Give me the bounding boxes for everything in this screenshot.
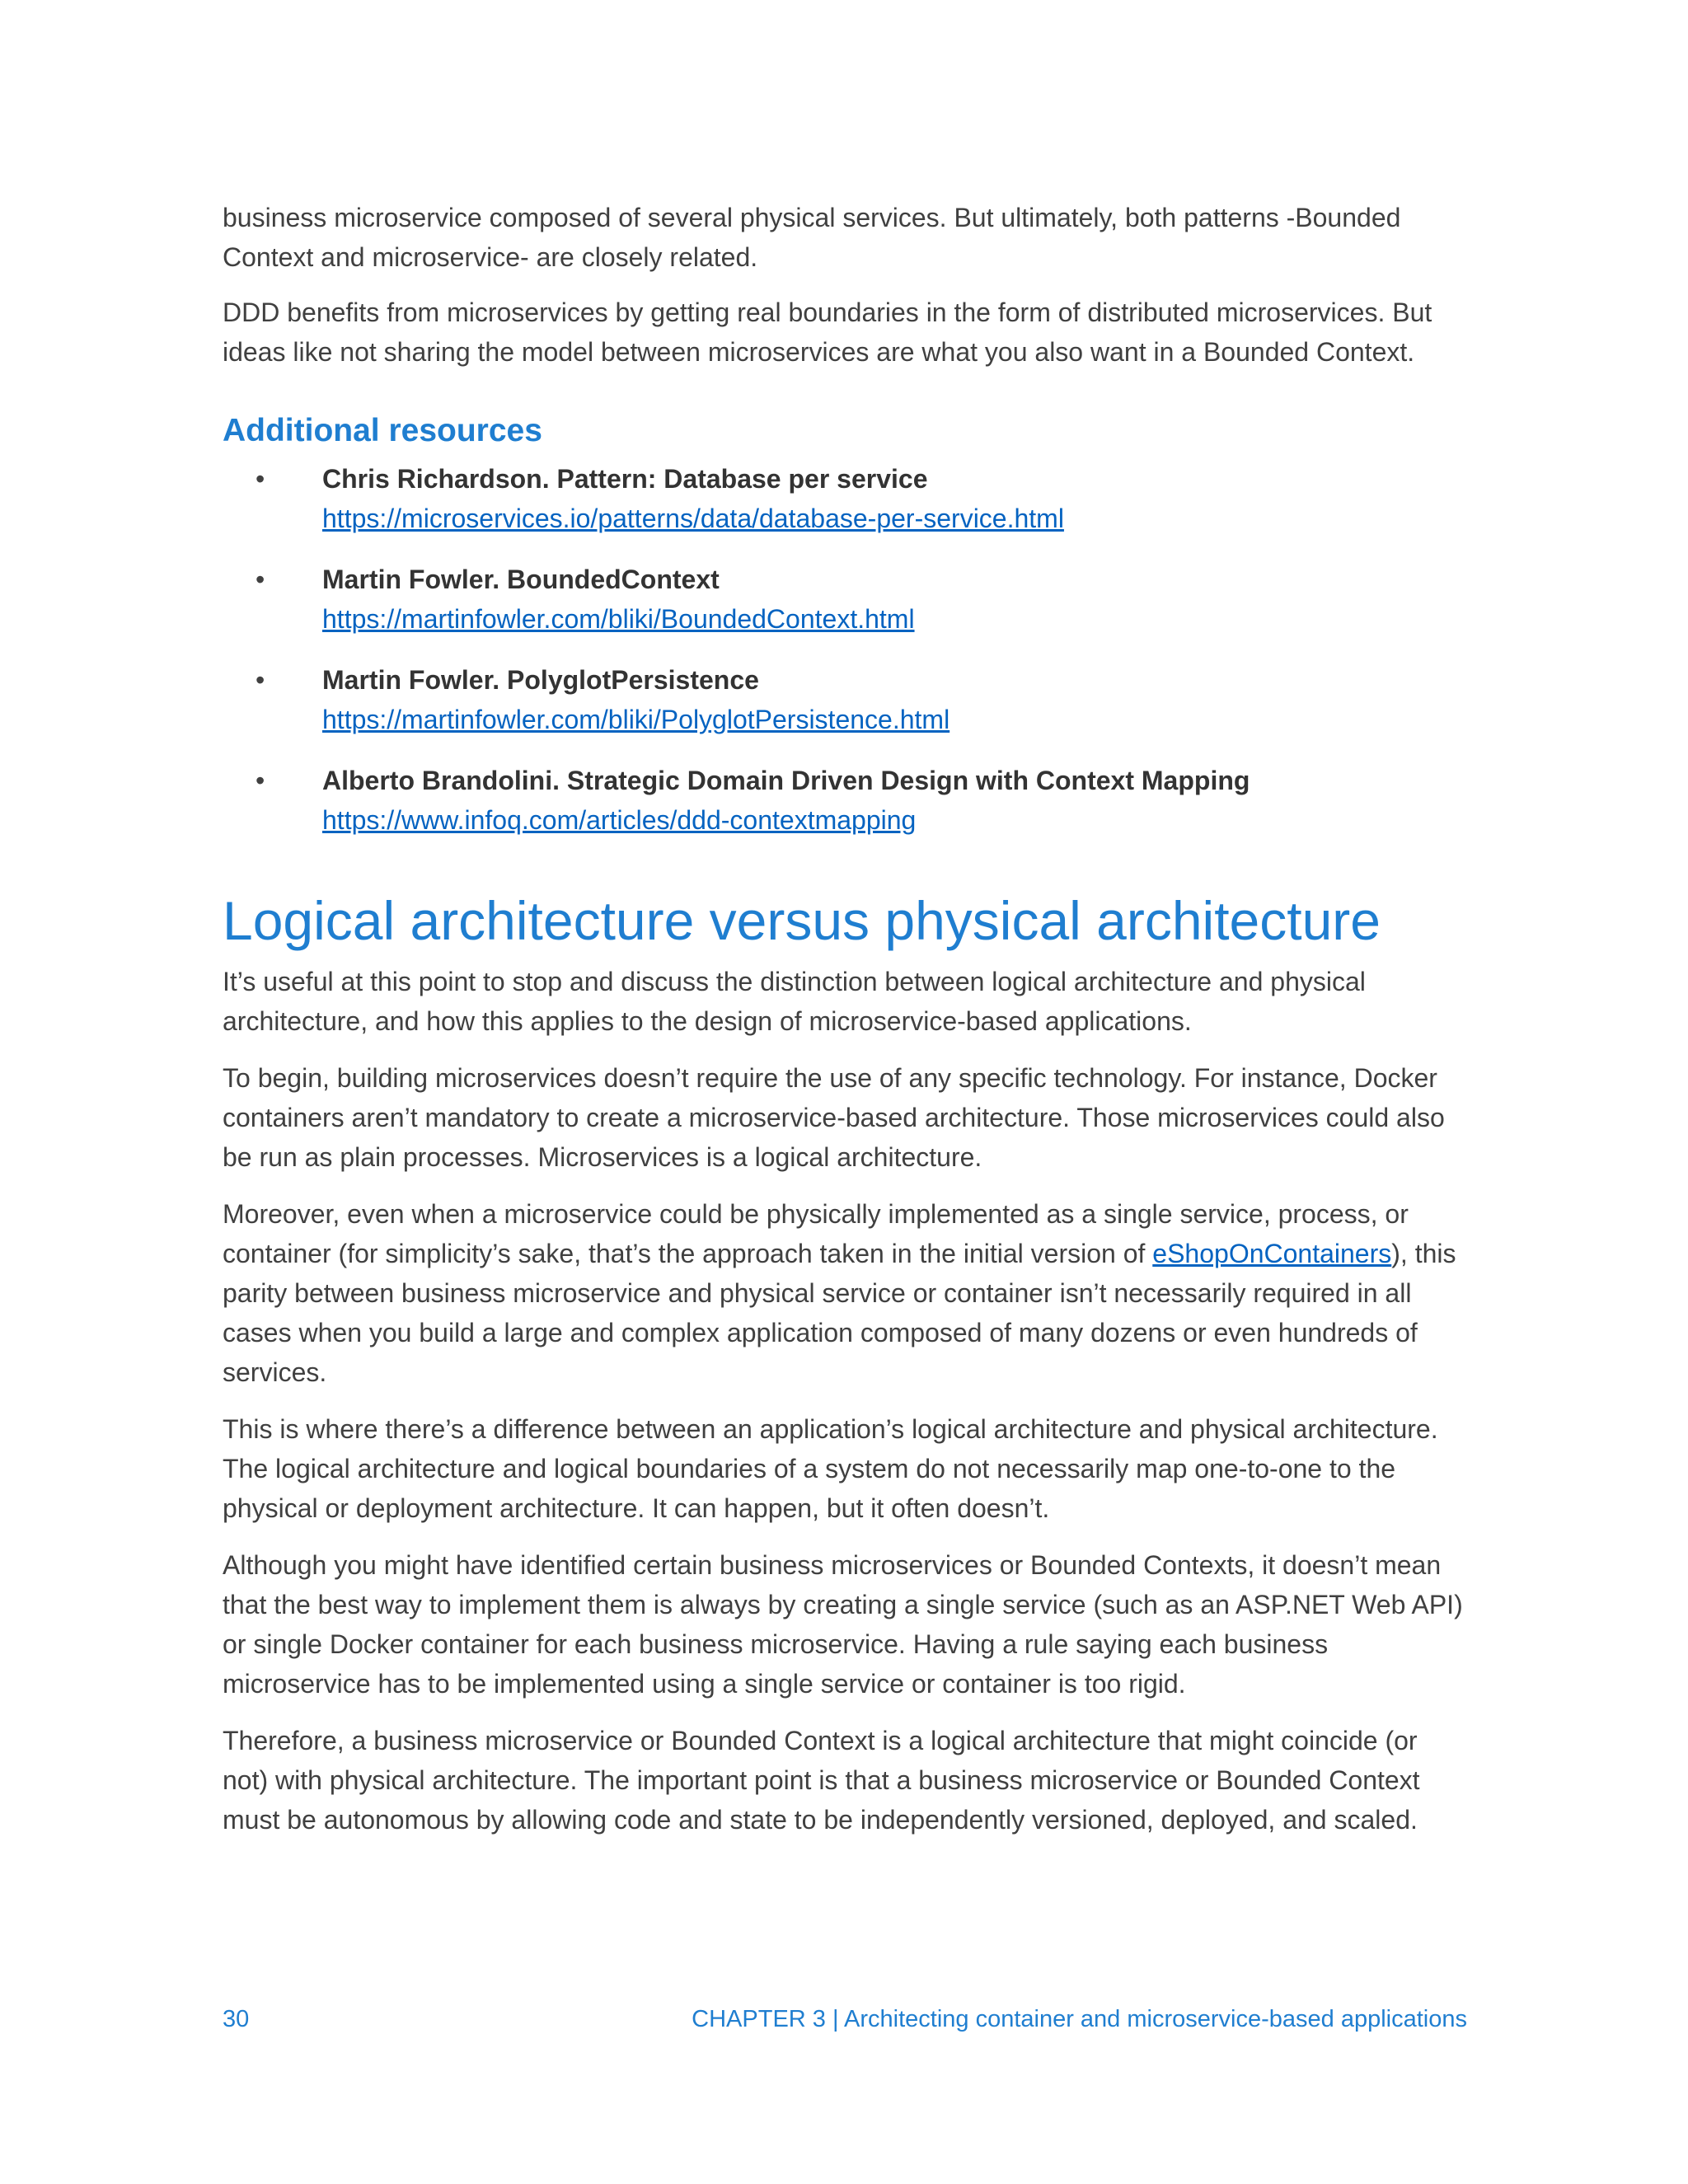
footer-separator: | [832,2006,839,2032]
paragraph-text: ), this parity between business microservice and physical service or container isn’t necessarily required in all cases when you build a large and complex application composed of many dozens or even hundreds of services. [223,1239,1456,1387]
resource-title: Martin Fowler. PolyglotPersistence [322,665,759,695]
paragraph-text: Moreover, even when a microservice could be physically implemented as a single service, process, or container (for simplicity’s sake, that’s the approach taken in the initial version of [223,1199,1409,1268]
intro-paragraph-1: business microservice composed of several physical services. But ultimately, both patterns -Bounded Context and microservice- are closely related. [223,203,1401,272]
intro-paragraph-2: DDD benefits from microservices by getting real boundaries in the form of distributed microservices. But ideas like not sharing the model between microservices are what you also want in a Bounded Context. [223,298,1432,367]
section-paragraph-2: To begin, building microservices doesn’t require the use of any specific technology. For instance, Docker containers aren’t mandatory to create a microservice-based architecture. Those microservices could also be run as plain processes. Microservices is a logical architecture. [223,1063,1445,1172]
resources-list [223,459,1467,840]
chapter-title: Architecting container and microservice-based applications [844,2006,1467,2032]
additional-resources-heading: Additional resources [223,413,542,448]
bullet-icon: • [256,766,265,795]
resource-link[interactable]: https://martinfowler.com/bliki/PolyglotPersistence.html [322,705,950,734]
section-paragraph-5: Although you might have identified certain business microservices or Bounded Contexts, it doesn’t mean that the best way to implement them is always by creating a single service (such as an ASP.NET Web API) or single Docker container for each business microservice. Having a rule saying each business microservice has to be implemented using a single service or container is too rigid. [223,1550,1463,1699]
resource-item [223,660,1467,739]
section-paragraph-4: This is where there’s a difference between an application’s logical architecture and physical architecture. The logical architecture and logical boundaries of a system do not necessarily map one-to-one to the physical or deployment architecture. It can happen, but it often doesn’t. [223,1414,1438,1523]
chapter-number: CHAPTER 3 [692,2006,826,2032]
bullet-icon: • [256,565,265,594]
resource-link[interactable]: https://www.infoq.com/articles/ddd-contextmapping [322,805,917,835]
page-footer [223,2003,1467,2036]
resource-title: Martin Fowler. BoundedContext [322,565,720,594]
chapter-label [692,2003,1467,2036]
resource-item [223,459,1467,538]
resource-link[interactable]: https://martinfowler.com/bliki/BoundedContext.html [322,604,915,634]
bullet-icon: • [256,464,265,494]
document-page [223,198,1467,1857]
resource-item [223,560,1467,639]
resource-title: Alberto Brandolini. Strategic Domain Driven Design with Context Mapping [322,766,1250,795]
resource-item [223,761,1467,840]
resource-link[interactable]: https://microservices.io/patterns/data/database-per-service.html [322,504,1064,533]
section-paragraph-6: Therefore, a business microservice or Bounded Context is a logical architecture that might coincide (or not) with physical architecture. The important point is that a business microservice or Bounded Context must be autonomous by allowing code and state to be independently versioned, deployed, and scaled. [223,1726,1420,1835]
resource-title: Chris Richardson. Pattern: Database per service [322,464,928,494]
eshoponcontainers-link[interactable]: eShopOnContainers [1152,1239,1392,1268]
page-number: 30 [223,2006,250,2032]
section-paragraph-1: It’s useful at this point to stop and discuss the distinction between logical architecture and physical architecture, and how this applies to the design of microservice-based applications. [223,967,1366,1036]
bullet-icon: • [256,665,265,695]
section-paragraph-3 [223,1194,1467,1392]
section-heading: Logical architecture versus physical architecture [223,890,1381,951]
